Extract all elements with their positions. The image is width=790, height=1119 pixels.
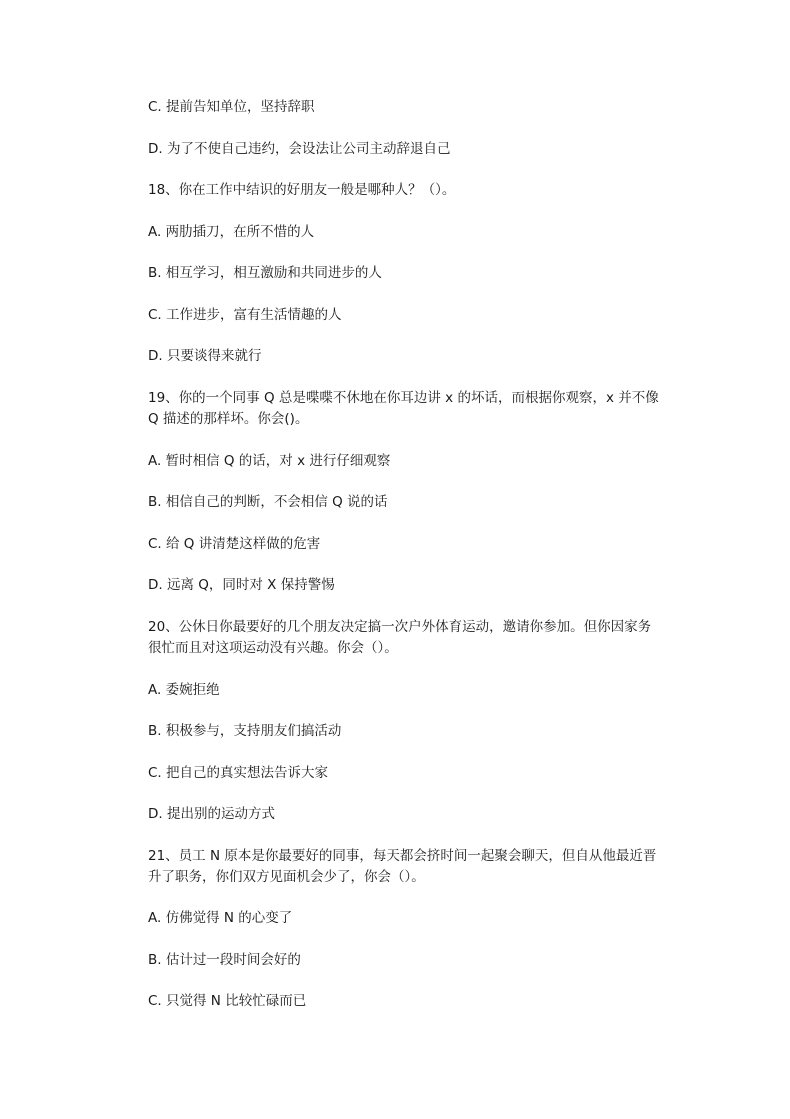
q19-option-d: D. 远离 Q，同时对 X 保持警惕 [148, 577, 335, 593]
q20-question-line2: 很忙而且对这项运动没有兴趣。你会（）。 [148, 640, 398, 656]
q18-option-d: D. 只要谈得来就行 [148, 348, 262, 364]
q21-option-c: C. 只觉得 N 比较忙碌而已 [148, 993, 307, 1009]
q21-question-line2: 升了职务，你们双方见面机会少了，你会（）。 [148, 869, 425, 885]
q20-question-line1: 20、公休日你最要好的几个朋友决定搞一次户外体育运动，邀请你参加。但你因家务 [148, 619, 652, 635]
q18-option-c: C. 工作进步，富有生活情趣的人 [148, 307, 342, 323]
q18-option-b: B. 相互学习，相互激励和共同进步的人 [148, 265, 382, 281]
q17-option-c: C. 提前告知单位，坚持辞职 [148, 99, 315, 115]
q21-option-b: B. 估计过一段时间会好的 [148, 952, 301, 968]
q20-option-b: B. 积极参与，支持朋友们搞活动 [148, 723, 342, 739]
q19-option-a: A. 暂时相信 Q 的话，对 x 进行仔细观察 [148, 453, 391, 469]
q19-option-c: C. 给 Q 讲清楚这样做的危害 [148, 536, 321, 552]
q18-question: 18、你在工作中结识的好朋友一般是哪种人？（）。 [148, 182, 456, 198]
q21-question-line1: 21、员工 N 原本是你最要好的同事，每天都会挤时间一起聚会聊天，但自从他最近晋 [148, 848, 657, 864]
q19-option-b: B. 相信自己的判断，不会相信 Q 说的话 [148, 494, 388, 510]
q20-option-c: C. 把自己的真实想法告诉大家 [148, 765, 329, 781]
q19-question-line2: Q 描述的那样坏。你会()。 [148, 411, 309, 427]
q20-option-a: A. 委婉拒绝 [148, 682, 220, 698]
q20-option-d: D. 提出别的运动方式 [148, 806, 275, 822]
q21-option-a: A. 仿佛觉得 N 的心变了 [148, 910, 293, 926]
q17-option-d: D. 为了不使自己违约，会设法让公司主动辞退自己 [148, 141, 451, 157]
q18-option-a: A. 两肋插刀，在所不惜的人 [148, 224, 315, 240]
q19-question-line1: 19、你的一个同事 Q 总是喋喋不休地在你耳边讲 x 的坏话，而根据你观察，x 并不像 [148, 390, 659, 406]
